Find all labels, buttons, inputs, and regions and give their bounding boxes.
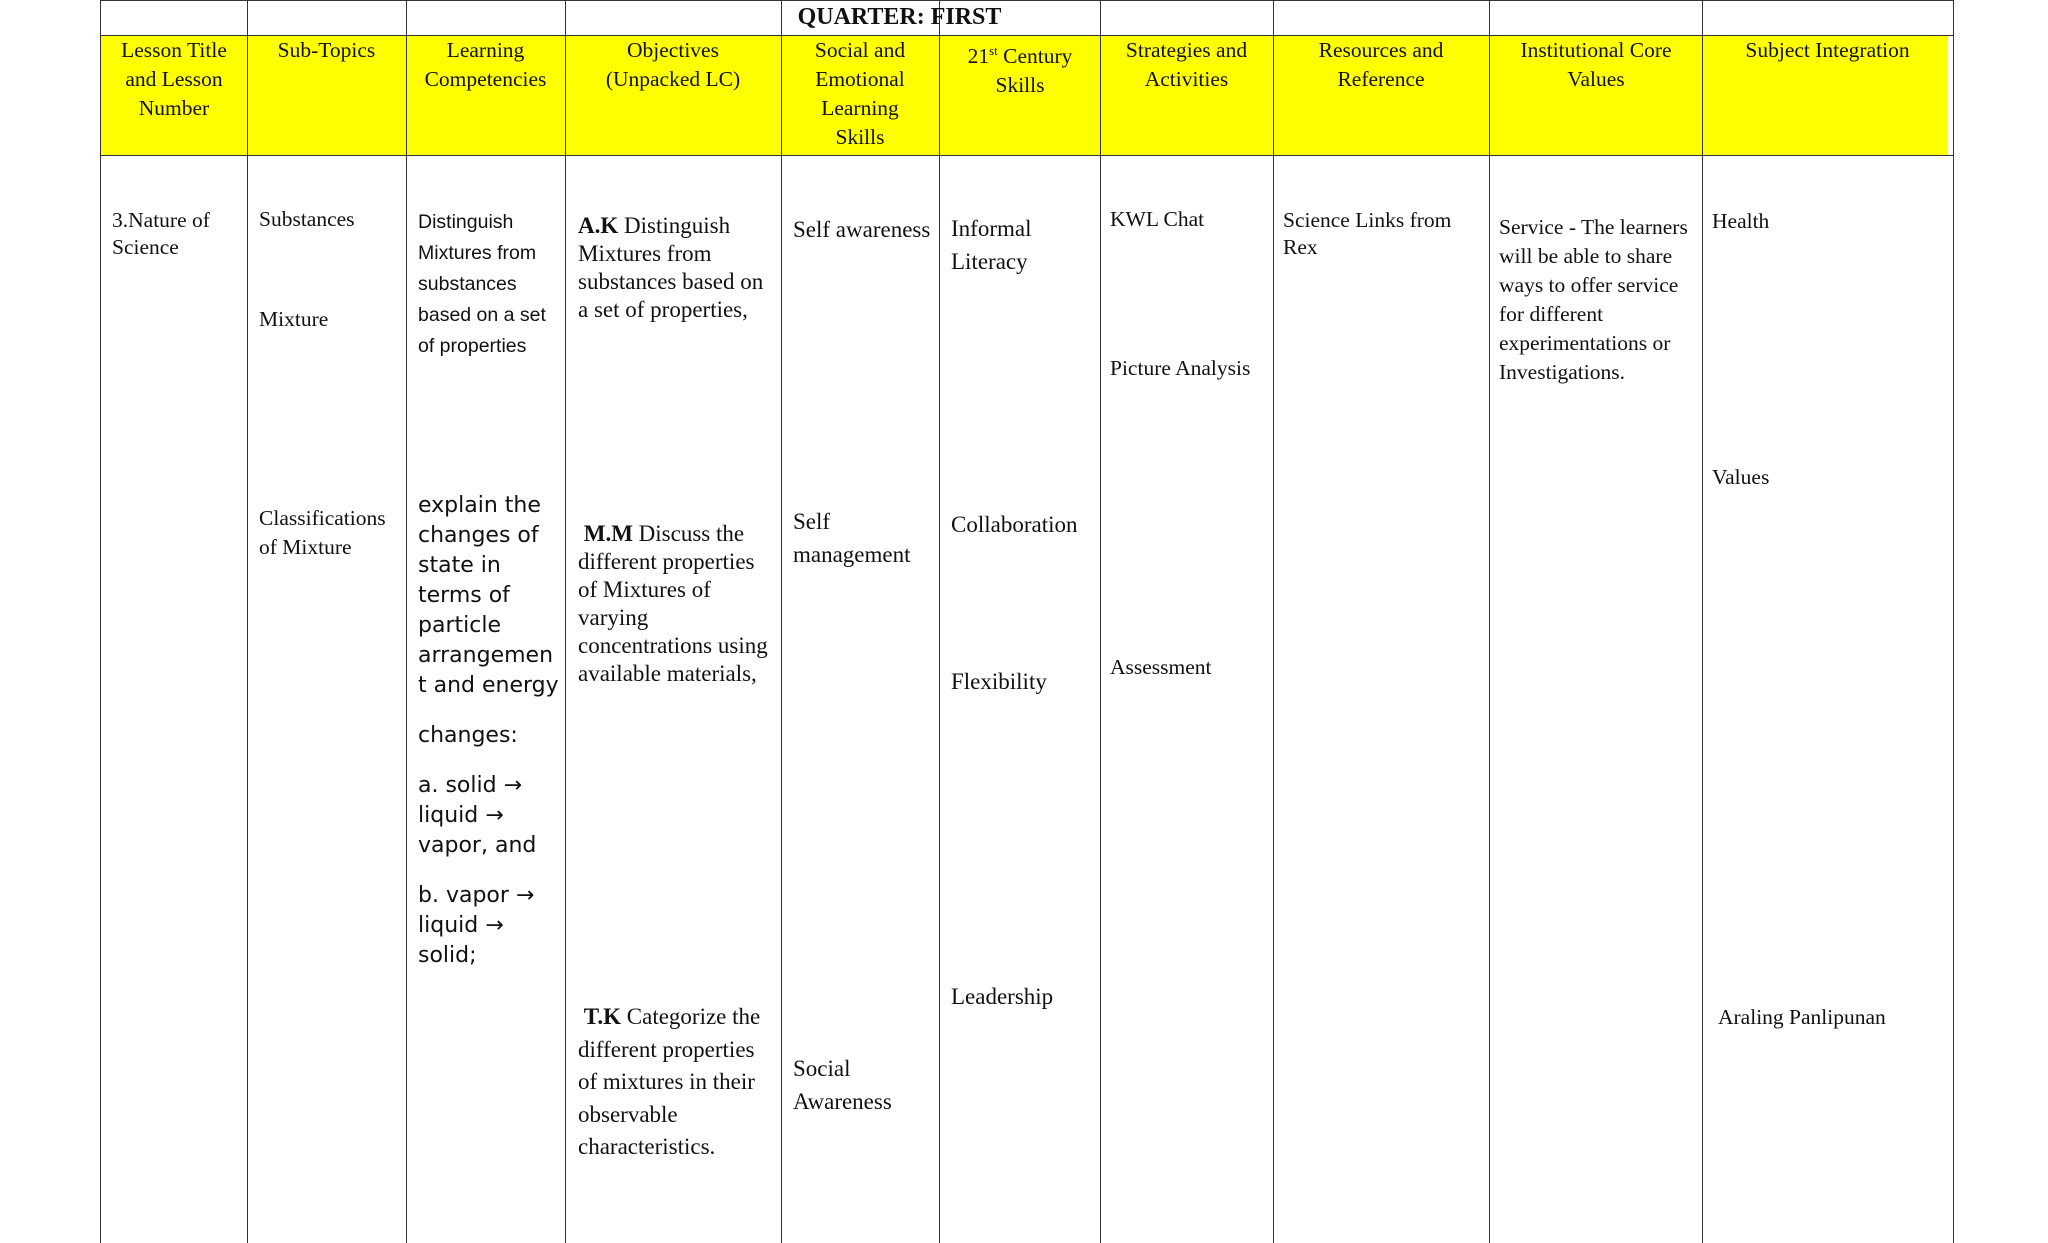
header-subject-integration: Subject Integration: [1745, 38, 1910, 62]
sel-self-management: Self management: [793, 509, 911, 567]
competency-changes-label: changes:: [418, 723, 518, 748]
column-divider: [1100, 0, 1101, 1243]
sel-social-awareness: Social Awareness: [793, 1056, 892, 1114]
integration-values: Values: [1712, 465, 1770, 489]
header-21st-century-skills: 21st Century Skills: [967, 43, 1073, 98]
header-sub-topics: Sub-Topics: [277, 38, 376, 62]
header-strategies: Strategies and Activities: [1125, 38, 1248, 91]
column-divider: [781, 0, 782, 1243]
quarter-title: QUARTER: FIRST: [797, 4, 1002, 30]
skill-collaboration: Collaboration: [951, 512, 1078, 537]
integration-health: Health: [1712, 209, 1770, 233]
column-divider: [406, 0, 407, 1243]
skill-informal-literacy: Informal Literacy: [951, 216, 1032, 274]
competency-distinguish: Distinguish Mixtures from substances based on a set of properties: [418, 211, 546, 357]
header-core-values: Institutional Core Values: [1520, 38, 1672, 91]
strategy-assessment: Assessment: [1110, 655, 1212, 679]
column-divider: [1489, 0, 1490, 1243]
table-border-left: [100, 0, 101, 1243]
skill-leadership: Leadership: [951, 984, 1054, 1009]
subtopic-substances: Substances: [259, 207, 355, 231]
core-value-service: Service - The learners will be able to share ways to offer service for different experimentations or Investigations.: [1499, 215, 1688, 384]
column-divider: [1273, 0, 1274, 1243]
header-lesson-title: Lesson Title and Lesson Number: [121, 38, 227, 120]
column-divider: [939, 0, 940, 1243]
integration-araling-panlipunan: Araling Panlipunan: [1718, 1005, 1886, 1029]
column-divider: [1702, 0, 1703, 1243]
objective-ak: A.K Distinguish Mixtures from substances based on a set of properties,: [578, 213, 764, 322]
header-resources: Resources and Reference: [1318, 38, 1444, 91]
column-divider: [247, 0, 248, 1243]
column-divider: [565, 0, 566, 1243]
skill-flexibility: Flexibility: [951, 669, 1047, 694]
subtopic-classifications: Classifications of Mixture: [259, 506, 386, 559]
header-objectives: Objectives (Unpacked LC): [605, 38, 741, 91]
header-sel-skills: Social and Emotional Learning Skills: [814, 38, 906, 149]
competency-main-text: explain the changes of state in terms of particle arrangemen t and energy: [418, 493, 559, 698]
row-divider: [100, 155, 1953, 156]
lesson-title: 3.Nature of Science: [112, 208, 210, 259]
subtopic-mixture: Mixture: [259, 307, 329, 331]
strategy-picture-analysis: Picture Analysis: [1110, 356, 1251, 380]
table-border-right: [1953, 0, 1954, 1243]
sel-self-awareness: Self awareness: [793, 217, 931, 242]
objective-mm: M.M Discuss the different properties of Mixtures of varying concentrations using available materials,: [578, 521, 768, 686]
objective-tk: T.K Categorize the different properties of mixtures in their observable characteristics.: [578, 1004, 761, 1159]
competency-change-a: a. solid → liquid → vapor, and: [418, 773, 537, 858]
strategy-kwl-chat: KWL Chat: [1110, 207, 1205, 231]
header-learning-competencies: Learning Competencies: [424, 38, 547, 91]
competency-changes-of-state: [418, 491, 563, 971]
competency-change-b: b. vapor → liquid → solid;: [418, 883, 535, 968]
resource-science-links: Science Links from Rex: [1283, 208, 1452, 259]
